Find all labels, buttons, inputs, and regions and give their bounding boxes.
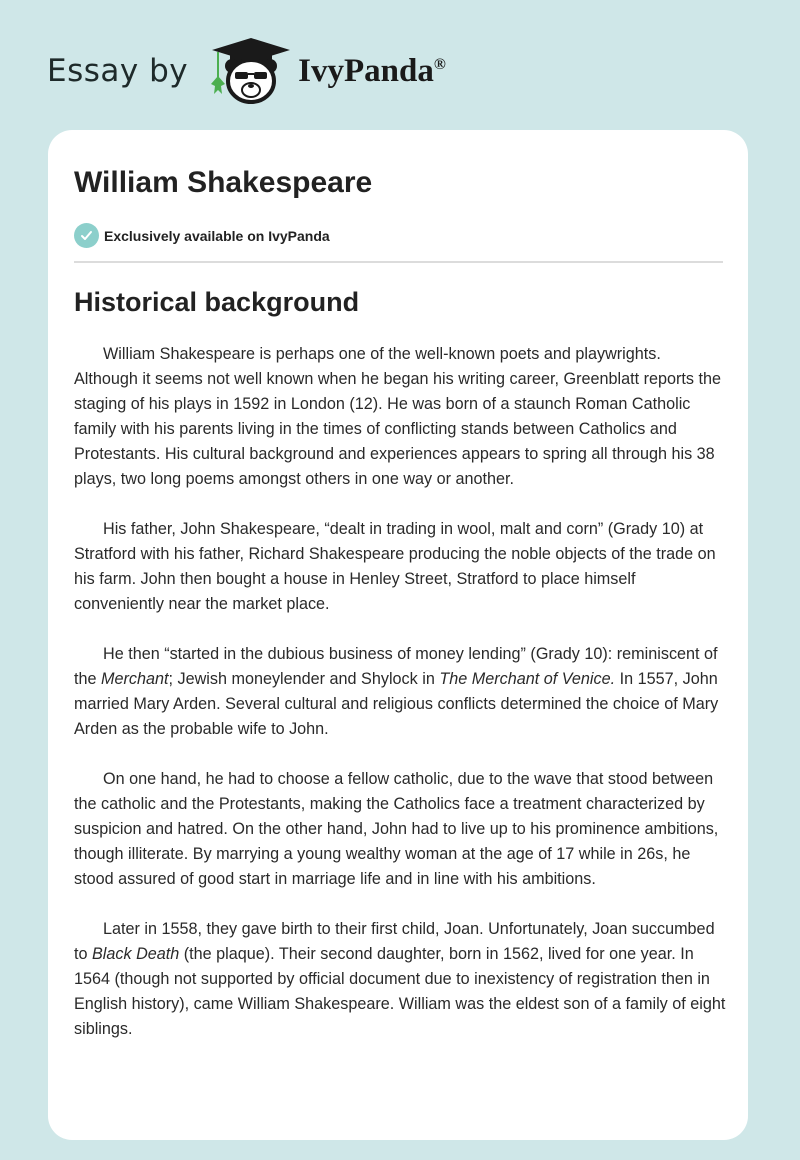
badge-label: Exclusively available on IvyPanda	[104, 227, 330, 244]
italic-title: The Merchant of Venice.	[439, 670, 616, 688]
paragraph	[74, 917, 726, 1042]
brand-name	[298, 53, 446, 90]
paragraph-text: William Shakespeare is perhaps one of the well-known poets and playwrights. Although it seems not well known when he began his writing career, Greenblatt reports the staging of his plays in 1592 in London (12). He was born of a staunch Roman Catholic family with his parents living in the times of conflicting stands between Catholics and Protestants. His cultural background and experiences appears to spring all through his 38 plays, two long poems amongst others in one way or another.	[74, 345, 721, 488]
paragraph-text: (the plaque). Their second daughter, born in 1562, lived for one year. In 1564 (though not supported by official document due to inexistency of registration then in English history), came William Shakespeare. William was the eldest son of a family of eight siblings.	[74, 945, 726, 1038]
essay-card	[48, 130, 748, 1140]
essay-by-label: Essay by	[47, 53, 189, 89]
registered-mark: ®	[433, 55, 446, 73]
divider	[74, 261, 723, 263]
paragraph-text: His father, John Shakespeare, “dealt in trading in wool, malt and corn” (Grady 10) at Stratford with his father, Richard Shakespeare producing the noble objects of the trade on his farm. John then bought a house in Henley Street, Stratford to place himself conveniently near the market place.	[74, 520, 716, 613]
paragraph-text: In 1557, John married Mary Arden. Several cultural and religious conflicts determined the choice of Mary Arden as the probable wife to John.	[74, 670, 719, 738]
page-title: William Shakespeare	[74, 166, 373, 199]
paragraph	[74, 342, 726, 492]
italic-title: Merchant	[101, 670, 169, 688]
paragraph	[74, 642, 726, 742]
check-icon	[74, 223, 99, 248]
paragraph-text: ; Jewish moneylender and Shylock in	[168, 670, 440, 688]
paragraph-text: Later in 1558, they gave birth to their first child, Joan. Unfortunately, Joan succumbed to	[74, 920, 715, 963]
paragraph	[74, 767, 726, 892]
italic-title: Black Death	[92, 945, 180, 963]
paragraph	[74, 517, 726, 617]
section-heading: Historical background	[74, 287, 360, 317]
brand-text: IvyPanda	[298, 52, 434, 89]
site-header	[47, 36, 446, 106]
paragraph-text: On one hand, he had to choose a fellow catholic, due to the wave that stood between the catholic and the Protestants, making the Catholics face a treatment characterized by suspicion and hatred. On the other hand, John had to live up to his prominence ambitions, though illiterate. By marrying a young wealthy woman at the age of 17 while in 26s, he stood assured of good start in marriage life and in line with his ambitions.	[74, 770, 719, 888]
essay-body	[74, 342, 726, 1067]
paragraph-text: He then “started in the dubious business of money lending” (Grady 10): reminiscent of the	[74, 645, 718, 688]
exclusive-badge	[74, 223, 330, 248]
ivypanda-logo-icon[interactable]	[208, 36, 294, 106]
